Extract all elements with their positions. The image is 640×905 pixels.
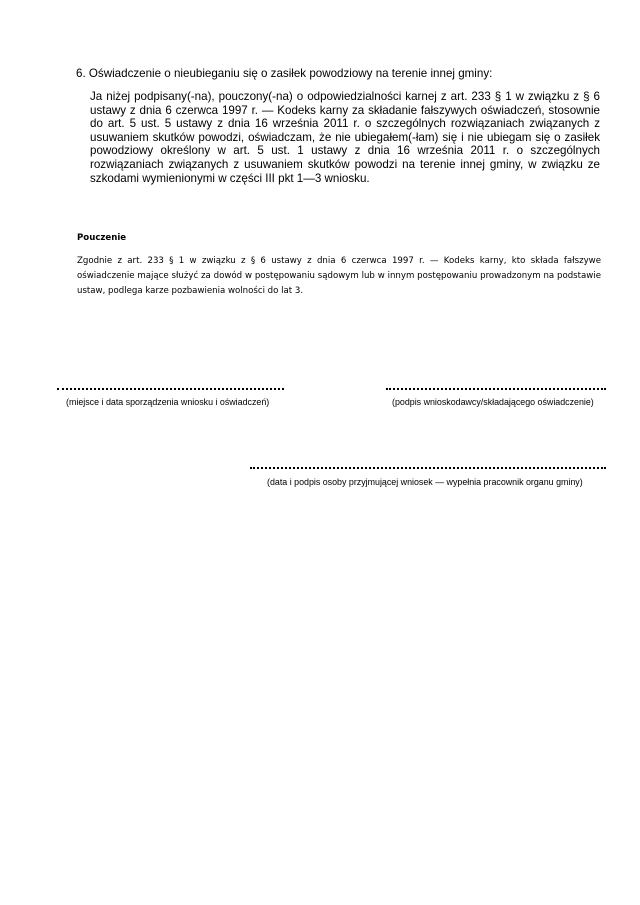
declaration-heading <box>76 67 492 80</box>
declaration-body: Ja niżej podpisany(-na), pouczony(-na) o odpowiedzialności karnej z art. 233 § 1 w związku z § 6 ustawy z dnia 6 czerwca 1997 r. — Kodeks karny za składanie fałszywych oświadczeń, stosownie do art. 5 ust. 5 ustawy z dnia 16 września 2011 r. o szczególnych rozwiązaniach związanych z usuwaniem skutków powodzi, oświadczam, że nie ubiegałem(-łam) się i nie ubiegam się o zasiłek powodziowy określony w art. 5 ust. 1 ustawy z dnia 16 września 2011 r. o szczególnych rozwiązaniach związanych z usuwaniem skutków powodzi na terenie innej gminy, w związku ze szkodami wymienionymi w części III pkt 1—3 wniosku. <box>90 90 600 185</box>
place-date-caption: (miejsce i data sporządzenia wniosku i oświadczeń) <box>66 397 270 407</box>
applicant-caption: (podpis wnioskodawcy/składającego oświadczenie) <box>392 397 594 407</box>
declaration-number: 6. <box>76 67 86 80</box>
instruction-body: Zgodnie z art. 233 § 1 w związku z § 6 ustawy z dnia 6 czerwca 1997 r. — Kodeks karny, kto składa fałszywe oświadczenie mające służyć za dowód w postępowaniu sądowym lub w innym postępowaniu prowadzonym na podstawie ustaw, podlega karze pozbawienia wolności do lat 3. <box>77 256 601 296</box>
declaration-heading-text: Oświadczenie o nieubieganiu się o zasiłek powodziowy na terenie innej gminy: <box>88 67 493 80</box>
applicant-signature-line <box>386 388 606 390</box>
official-signature-line <box>250 467 606 469</box>
place-date-signature-line <box>57 388 284 390</box>
official-caption: (data i podpis osoby przyjmującej wniosek — wypełnia pracownik organu gminy) <box>267 477 583 487</box>
instruction-title: Pouczenie <box>77 233 127 243</box>
